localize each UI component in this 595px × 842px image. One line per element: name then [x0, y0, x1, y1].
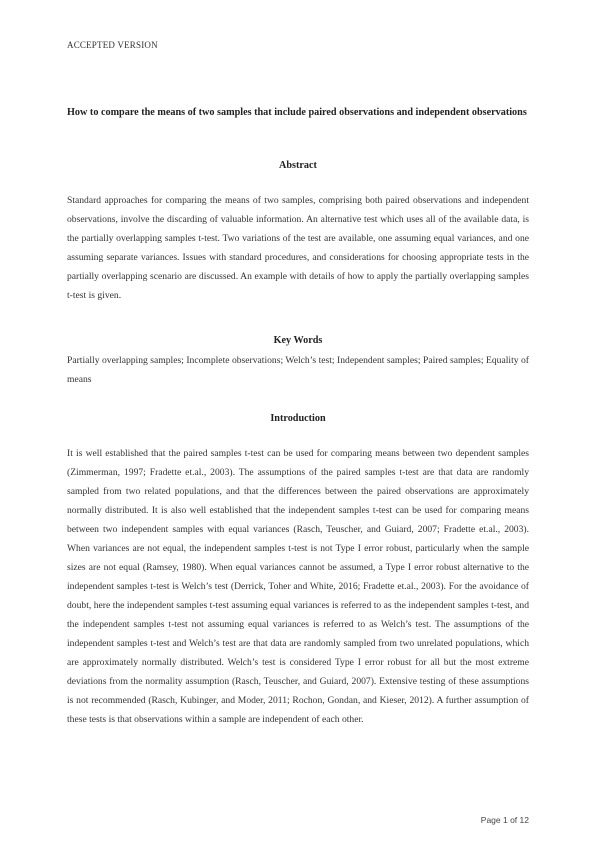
page-number: Page 1 of 12 — [480, 815, 529, 825]
abstract-text: Standard approaches for comparing the means of two samples, comprising both paired observations and independent observations, involve the discarding of valuable information. An alternative test which uses all of the available data, is the partially overlapping samples t-test. Two variations of the test are available, one assuming equal variances, and one assuming separate variances. Issues with standard procedures, and considerations for choosing appropriate tests in the partially overlapping scenario are discussed. An example with details of how to apply the partially overlapping samples t-test is given. — [67, 195, 529, 301]
running-header: ACCEPTED VERSION — [67, 40, 158, 50]
introduction-text: It is well established that the paired samples t-test can be used for comparing means between two dependent samples (Zimmerman, 1997; Fradette et.al., 2003). The assumptions of the paired samples t-test are that data are randomly sampled from two related populations, and that the differences between the paired observations are approximately normally distributed. It is also well established that the independent samples t-test can be used for comparing means between two independent samples with equal variances (Rasch, Teuscher, and Guiard, 2007; Fradette et.al., 2003). When variances are not equal, the independent samples t-test is not Type I error robust, particularly when the sample sizes are not equal (Ramsey, 1980). When equal variances cannot be assumed, a Type I error robust alternative to the independent samples t-test is Welch’s test (Derrick, Toher and White, 2016; Fradette et.al., 2003). For the avoidance of doubt, here the independent samples t-test assuming equal variances is referred to as the independent samples t-test, and the independent samples t-test not assuming equal variances is referred to as Welch’s test. The assumptions of the independent samples t-test and Welch’s test are that data are randomly sampled from two unrelated populations, which are approximately normally distributed. Welch’s test is considered Type I error robust for all but the most extreme deviations from the normality assumption (Rasch, Teuscher, and Guiard, 2007). Extensive testing of these assumptions is not recommended (Rasch, Kubinger, and Moder, 2011; Rochon, Gondan, and Kieser, 2012). A further assumption of these tests is that observations within a sample are independent of each other. — [67, 448, 529, 725]
introduction-heading: Introduction — [270, 413, 326, 424]
abstract-heading: Abstract — [279, 160, 317, 171]
keywords-text: Partially overlapping samples; Incomplete observations; Welch’s test; Independent samples; Paired samples; Equality of means — [67, 355, 529, 385]
paper-title: How to compare the means of two samples that include paired observations and independent observations — [67, 107, 527, 118]
keywords-heading: Key Words — [273, 335, 323, 346]
